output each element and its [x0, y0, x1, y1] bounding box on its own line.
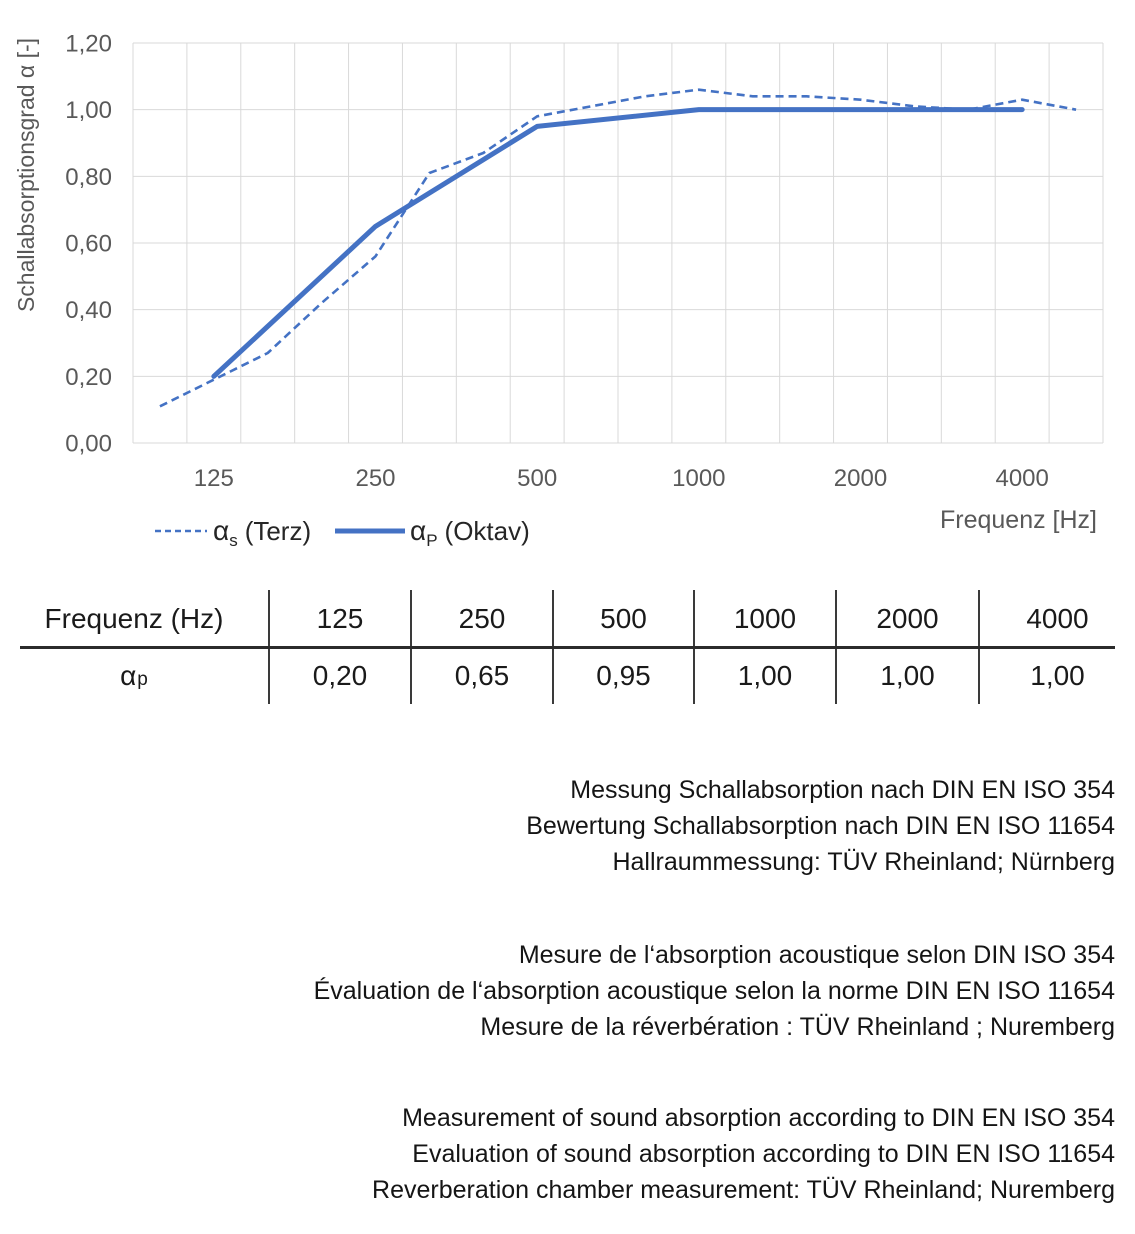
- y-tick-4: 0,80: [65, 163, 112, 191]
- note-line-en-2: Evaluation of sound absorption according to DIN EN ISO 11654: [412, 1140, 1115, 1168]
- x-axis-title: Frequenz [Hz]: [939, 506, 1097, 534]
- note-block-english: [372, 1100, 1115, 1208]
- y-tick-6: 1,20: [65, 30, 112, 58]
- note-block-german: [526, 772, 1115, 880]
- note-line-fr-2: Évaluation de l‘absorption acoustique selon la norme DIN EN ISO 11654: [313, 977, 1115, 1005]
- table-header-125: 125: [268, 590, 410, 647]
- legend-label-terz: $\alpha_s$ (Terz): [213, 515, 312, 550]
- table-header-500: 500: [552, 590, 693, 647]
- alpha-symbol: α: [120, 659, 137, 691]
- table-header-frequency: Frequenz (Hz): [44, 602, 224, 634]
- note-line-en-1: Measurement of sound absorption according to DIN EN ISO 354: [402, 1104, 1115, 1132]
- y-tick-3: 0,60: [65, 230, 112, 258]
- legend-label-oktav: $\alpha_P$ (Oktav): [410, 515, 530, 550]
- table-header-2000: 2000: [835, 590, 978, 647]
- note-line-de-2: Bewertung Schallabsorption nach DIN EN ISO 11654: [526, 812, 1115, 840]
- x-tick-4000: 4000: [995, 465, 1049, 492]
- x-tick-500: 500: [517, 465, 558, 492]
- y-tick-0: 0,00: [65, 430, 112, 458]
- table-row-label-alpha-p: [0, 647, 268, 704]
- table-header-divider: [20, 646, 1115, 649]
- table-header-row: [0, 590, 1135, 647]
- table-value-4000: 1,00: [978, 647, 1135, 704]
- x-tick-125: 125: [193, 465, 234, 492]
- note-line-de-3: Hallraummessung: TÜV Rheinland; Nürnberg: [612, 848, 1115, 876]
- table-value-125: 0,20: [268, 647, 410, 704]
- note-line-fr-1: Mesure de l‘absorption acoustique selon DIN ISO 354: [518, 941, 1115, 969]
- table-value-2000: 1,00: [835, 647, 978, 704]
- table-header-4000: 4000: [978, 590, 1135, 647]
- y-tick-1: 0,20: [65, 363, 112, 391]
- y-tick-5: 1,00: [65, 97, 112, 125]
- x-tick-2000: 2000: [833, 465, 888, 492]
- x-tick-1000: 1000: [672, 465, 726, 492]
- y-tick-2: 0,40: [65, 297, 112, 325]
- absorption-chart: [0, 0, 1135, 560]
- table-header-250: 250: [410, 590, 552, 647]
- absorption-table: [0, 590, 1135, 704]
- note-line-fr-3: Mesure de la réverbération : TÜV Rheinland ; Nuremberg: [480, 1013, 1115, 1041]
- table-header-1000: 1000: [693, 590, 835, 647]
- table-value-250: 0,65: [410, 647, 552, 704]
- table-value-1000: 1,00: [693, 647, 835, 704]
- y-axis-title: Schallabsorptionsgrad α [-]: [13, 37, 39, 313]
- note-line-de-1: Messung Schallabsorption nach DIN EN ISO 354: [570, 776, 1115, 804]
- table-value-500: 0,95: [552, 647, 693, 704]
- alpha-subscript: p: [137, 668, 148, 690]
- note-line-en-3: Reverberation chamber measurement: TÜV Rheinland; Nuremberg: [372, 1176, 1115, 1204]
- note-block-french: [314, 937, 1115, 1045]
- chart-gridlines: [133, 43, 1103, 443]
- x-tick-250: 250: [355, 465, 396, 492]
- table-value-row: [0, 647, 1135, 704]
